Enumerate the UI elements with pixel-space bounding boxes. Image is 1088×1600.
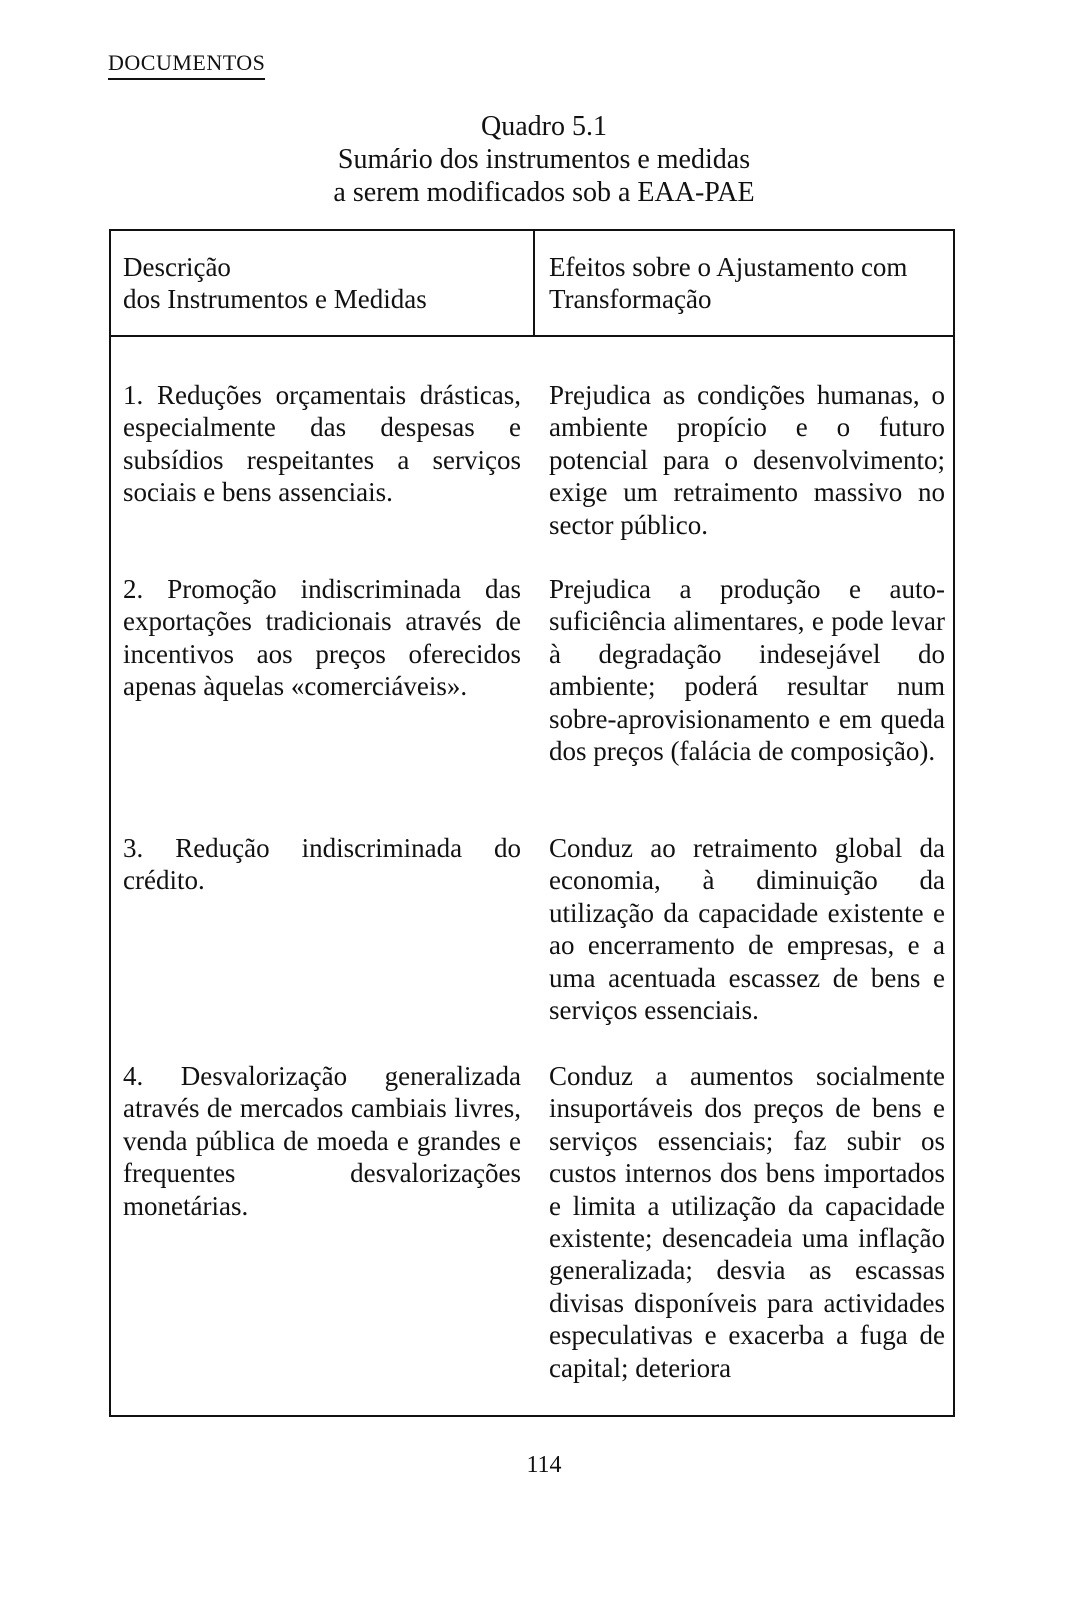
row-3-effect: Conduz ao retraimento global da economia, à diminuição da utilização da capacidade existente e ao encerramento de empresas, e a uma acentuada escassez de bens e serviços essenciais.	[549, 833, 945, 1026]
row-3-instrument: 3. Redução indiscriminada do crédito.	[123, 833, 521, 896]
header-instruments-line-2: dos Instrumentos e Medidas	[123, 284, 427, 314]
row-2-effect: Prejudica a produção e auto-suficiência alimentares, e pode levar à degradação indesejável do ambiente; poderá resultar num sobre-aprovisionamento e em queda dos preços (falácia de composição).	[549, 574, 945, 767]
caption-number: Quadro 5.1	[481, 111, 607, 142]
column-divider	[533, 231, 535, 337]
summary-table	[109, 229, 955, 1417]
header-instruments	[123, 251, 427, 315]
row-4-effect: Conduz a aumentos socialmente insuportáveis dos preços de bens e serviços essenciais; faz subir os custos internos dos bens importados e limita a utilização da capacidade existente; desencadeia uma inflação generalizada; desvia as escassas divisas disponíveis para actividades especulativas e exacerba a fuga de capital; deteriora	[549, 1061, 945, 1383]
caption-title-line-1: Sumário dos instrumentos e medidas	[337, 144, 751, 175]
table-caption	[0, 110, 1088, 209]
row-1-effect: Prejudica as condições humanas, o ambiente propício e o futuro potencial para o desenvolvimento; exige um retraimento massivo no sector público.	[549, 380, 945, 540]
row-2-instrument: 2. Promoção indiscriminada das exportações tradicionais através de incentivos aos preços oferecidos apenas àquelas «comerciáveis».	[123, 574, 521, 702]
header-effects	[549, 251, 907, 315]
header-effects-line-1: Efeitos sobre o Ajustamento com	[549, 252, 908, 282]
header-instruments-line-1: Descrição	[123, 252, 231, 282]
header-effects-line-2: Transformação	[549, 284, 712, 314]
row-1-instrument: 1. Reduções orçamentais drásticas, especialmente das despesas e subsídios respeitantes a serviços sociais e bens assenciais.	[123, 380, 521, 508]
caption-title-line-2: a serem modificados sob a EAA-PAE	[333, 177, 755, 208]
running-head: DOCUMENTOS	[108, 50, 265, 80]
row-4-instrument: 4. Desvalorização generalizada através de mercados cambiais livres, venda pública de moeda e grandes e frequentes desvalorizações monetárias.	[123, 1061, 521, 1221]
header-rule	[111, 335, 953, 337]
page-number: 114	[526, 1452, 562, 1478]
